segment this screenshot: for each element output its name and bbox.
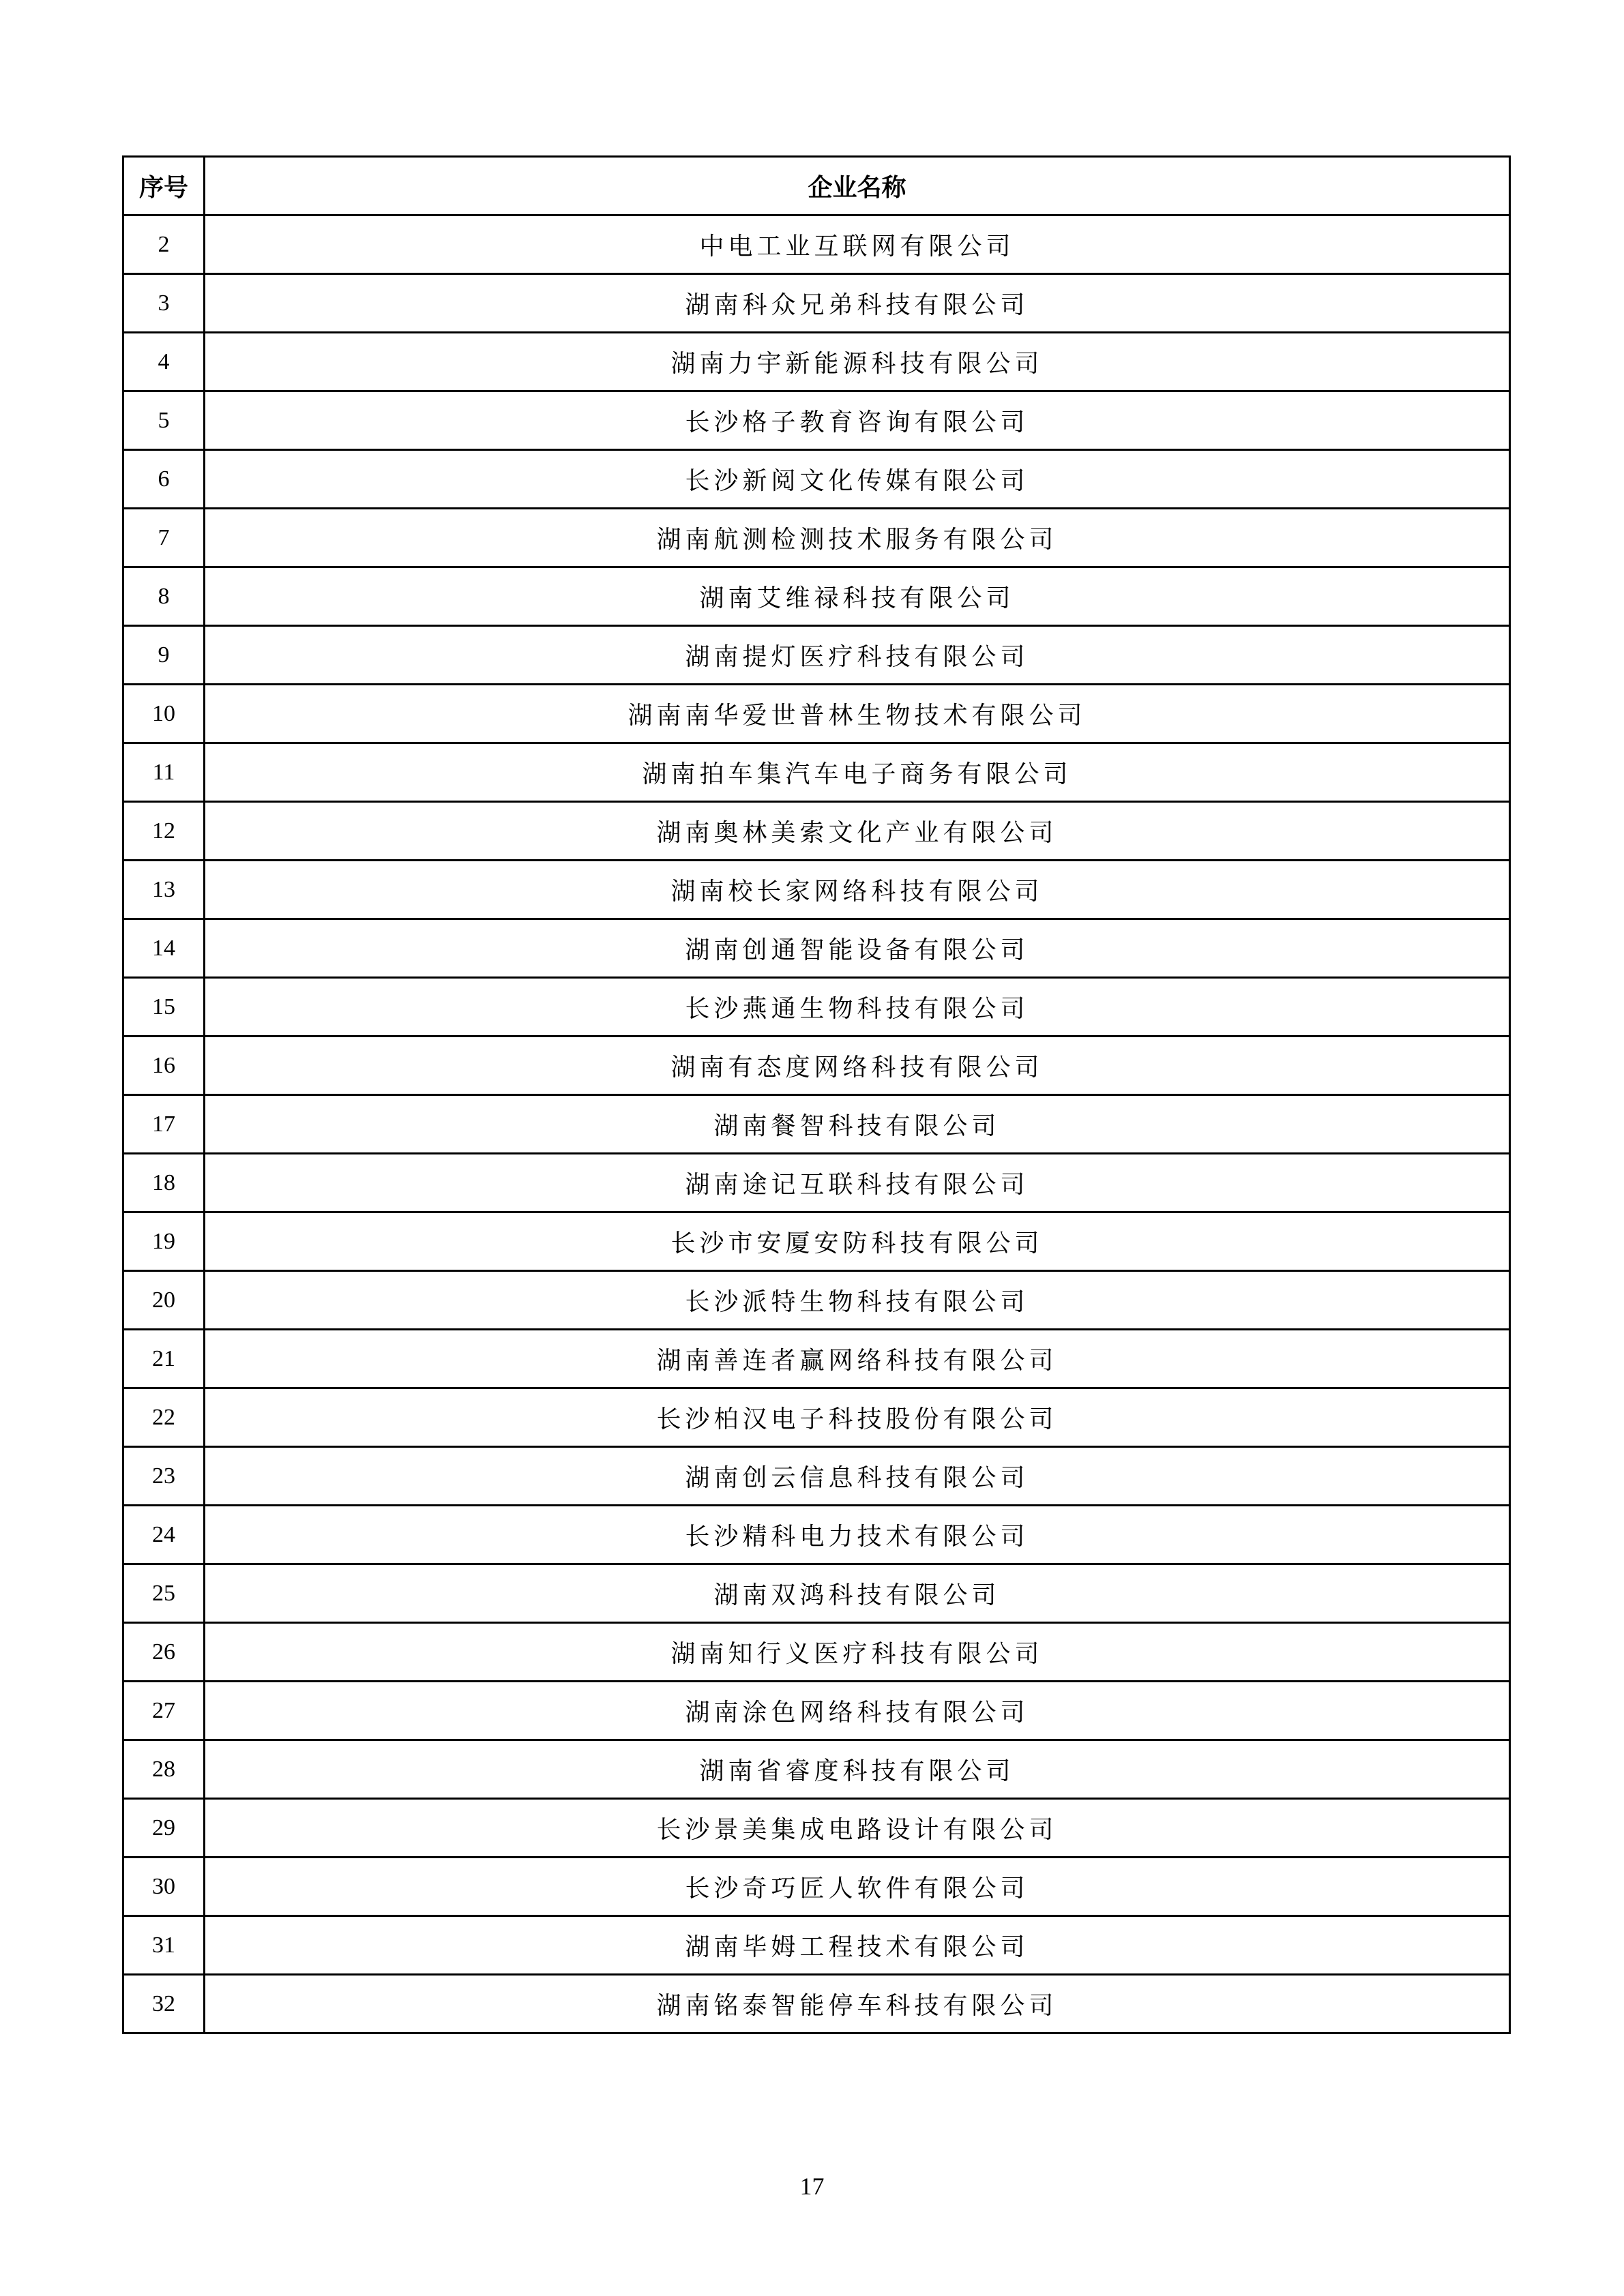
company-name-cell: 湖南航测检测技术服务有限公司 bbox=[205, 509, 1510, 567]
table-row bbox=[123, 1388, 1510, 1447]
row-index-cell: 32 bbox=[123, 1975, 205, 2033]
row-index-cell: 14 bbox=[123, 919, 205, 978]
company-name-cell: 湖南科众兄弟科技有限公司 bbox=[205, 274, 1510, 333]
company-name-cell: 湖南南华爱世普林生物技术有限公司 bbox=[205, 685, 1510, 743]
table-row bbox=[123, 450, 1510, 509]
header-company-name: 企业名称 bbox=[205, 157, 1510, 215]
company-name-cell: 湖南餐智科技有限公司 bbox=[205, 1095, 1510, 1154]
table-row bbox=[123, 1858, 1510, 1916]
row-index-cell: 7 bbox=[123, 509, 205, 567]
table-row bbox=[123, 1037, 1510, 1095]
company-name-cell: 长沙精科电力技术有限公司 bbox=[205, 1506, 1510, 1564]
row-index-cell: 30 bbox=[123, 1858, 205, 1916]
table-row bbox=[123, 1682, 1510, 1740]
company-name-cell: 湖南拍车集汽车电子商务有限公司 bbox=[205, 743, 1510, 802]
company-name-cell: 湖南省睿度科技有限公司 bbox=[205, 1740, 1510, 1799]
company-name-cell: 长沙新阅文化传媒有限公司 bbox=[205, 450, 1510, 509]
row-index-cell: 22 bbox=[123, 1388, 205, 1447]
table-row bbox=[123, 626, 1510, 685]
company-name-cell: 湖南涂色网络科技有限公司 bbox=[205, 1682, 1510, 1740]
table-body bbox=[123, 215, 1510, 2033]
row-index-cell: 24 bbox=[123, 1506, 205, 1564]
table-row bbox=[123, 333, 1510, 391]
company-name-cell: 湖南途记互联科技有限公司 bbox=[205, 1154, 1510, 1212]
table-row bbox=[123, 1506, 1510, 1564]
row-index-cell: 12 bbox=[123, 802, 205, 861]
row-index-cell: 9 bbox=[123, 626, 205, 685]
table-row bbox=[123, 215, 1510, 274]
row-index-cell: 20 bbox=[123, 1271, 205, 1330]
company-name-cell: 湖南铭泰智能停车科技有限公司 bbox=[205, 1975, 1510, 2033]
table-row bbox=[123, 861, 1510, 919]
row-index-cell: 10 bbox=[123, 685, 205, 743]
company-name-cell: 湖南善连者赢网络科技有限公司 bbox=[205, 1330, 1510, 1388]
table-row bbox=[123, 1564, 1510, 1623]
company-name-cell: 长沙格子教育咨询有限公司 bbox=[205, 391, 1510, 450]
company-name-cell: 湖南创云信息科技有限公司 bbox=[205, 1447, 1510, 1506]
table-row bbox=[123, 978, 1510, 1037]
company-name-cell: 长沙派特生物科技有限公司 bbox=[205, 1271, 1510, 1330]
row-index-cell: 6 bbox=[123, 450, 205, 509]
row-index-cell: 15 bbox=[123, 978, 205, 1037]
row-index-cell: 3 bbox=[123, 274, 205, 333]
row-index-cell: 16 bbox=[123, 1037, 205, 1095]
row-index-cell: 2 bbox=[123, 215, 205, 274]
row-index-cell: 13 bbox=[123, 861, 205, 919]
table-row bbox=[123, 1154, 1510, 1212]
table-row bbox=[123, 1330, 1510, 1388]
row-index-cell: 4 bbox=[123, 333, 205, 391]
row-index-cell: 5 bbox=[123, 391, 205, 450]
table-row bbox=[123, 919, 1510, 978]
table-row bbox=[123, 743, 1510, 802]
company-name-cell: 湖南力宇新能源科技有限公司 bbox=[205, 333, 1510, 391]
row-index-cell: 21 bbox=[123, 1330, 205, 1388]
company-name-cell: 长沙柏汉电子科技股份有限公司 bbox=[205, 1388, 1510, 1447]
table-row bbox=[123, 1916, 1510, 1975]
table-row bbox=[123, 509, 1510, 567]
row-index-cell: 17 bbox=[123, 1095, 205, 1154]
table-row bbox=[123, 1623, 1510, 1682]
table-row bbox=[123, 391, 1510, 450]
company-name-cell: 湖南提灯医疗科技有限公司 bbox=[205, 626, 1510, 685]
table-row bbox=[123, 1975, 1510, 2033]
company-name-cell: 湖南奥林美索文化产业有限公司 bbox=[205, 802, 1510, 861]
row-index-cell: 29 bbox=[123, 1799, 205, 1858]
company-name-cell: 湖南创通智能设备有限公司 bbox=[205, 919, 1510, 978]
row-index-cell: 23 bbox=[123, 1447, 205, 1506]
table-row bbox=[123, 802, 1510, 861]
table-row bbox=[123, 1271, 1510, 1330]
company-name-cell: 湖南有态度网络科技有限公司 bbox=[205, 1037, 1510, 1095]
row-index-cell: 26 bbox=[123, 1623, 205, 1682]
table-header-row bbox=[123, 157, 1510, 215]
company-name-cell: 湖南艾维禄科技有限公司 bbox=[205, 567, 1510, 626]
company-name-cell: 湖南毕姆工程技术有限公司 bbox=[205, 1916, 1510, 1975]
table-row bbox=[123, 1095, 1510, 1154]
table-row bbox=[123, 685, 1510, 743]
row-index-cell: 8 bbox=[123, 567, 205, 626]
company-name-cell: 长沙市安厦安防科技有限公司 bbox=[205, 1212, 1510, 1271]
row-index-cell: 25 bbox=[123, 1564, 205, 1623]
row-index-cell: 18 bbox=[123, 1154, 205, 1212]
header-index: 序号 bbox=[123, 157, 205, 215]
row-index-cell: 31 bbox=[123, 1916, 205, 1975]
company-name-cell: 中电工业互联网有限公司 bbox=[205, 215, 1510, 274]
table-row bbox=[123, 1447, 1510, 1506]
table-row bbox=[123, 1799, 1510, 1858]
table-row bbox=[123, 567, 1510, 626]
company-name-cell: 长沙燕通生物科技有限公司 bbox=[205, 978, 1510, 1037]
table-row bbox=[123, 1740, 1510, 1799]
company-name-cell: 湖南知行义医疗科技有限公司 bbox=[205, 1623, 1510, 1682]
row-index-cell: 27 bbox=[123, 1682, 205, 1740]
row-index-cell: 19 bbox=[123, 1212, 205, 1271]
company-name-cell: 湖南校长家网络科技有限公司 bbox=[205, 861, 1510, 919]
company-name-cell: 长沙奇巧匠人软件有限公司 bbox=[205, 1858, 1510, 1916]
table-row bbox=[123, 1212, 1510, 1271]
company-name-cell: 长沙景美集成电路设计有限公司 bbox=[205, 1799, 1510, 1858]
page-number: 17 bbox=[799, 2173, 825, 2200]
row-index-cell: 11 bbox=[123, 743, 205, 802]
table-row bbox=[123, 274, 1510, 333]
company-name-cell: 湖南双鸿科技有限公司 bbox=[205, 1564, 1510, 1623]
row-index-cell: 28 bbox=[123, 1740, 205, 1799]
company-list-table bbox=[122, 155, 1511, 2034]
